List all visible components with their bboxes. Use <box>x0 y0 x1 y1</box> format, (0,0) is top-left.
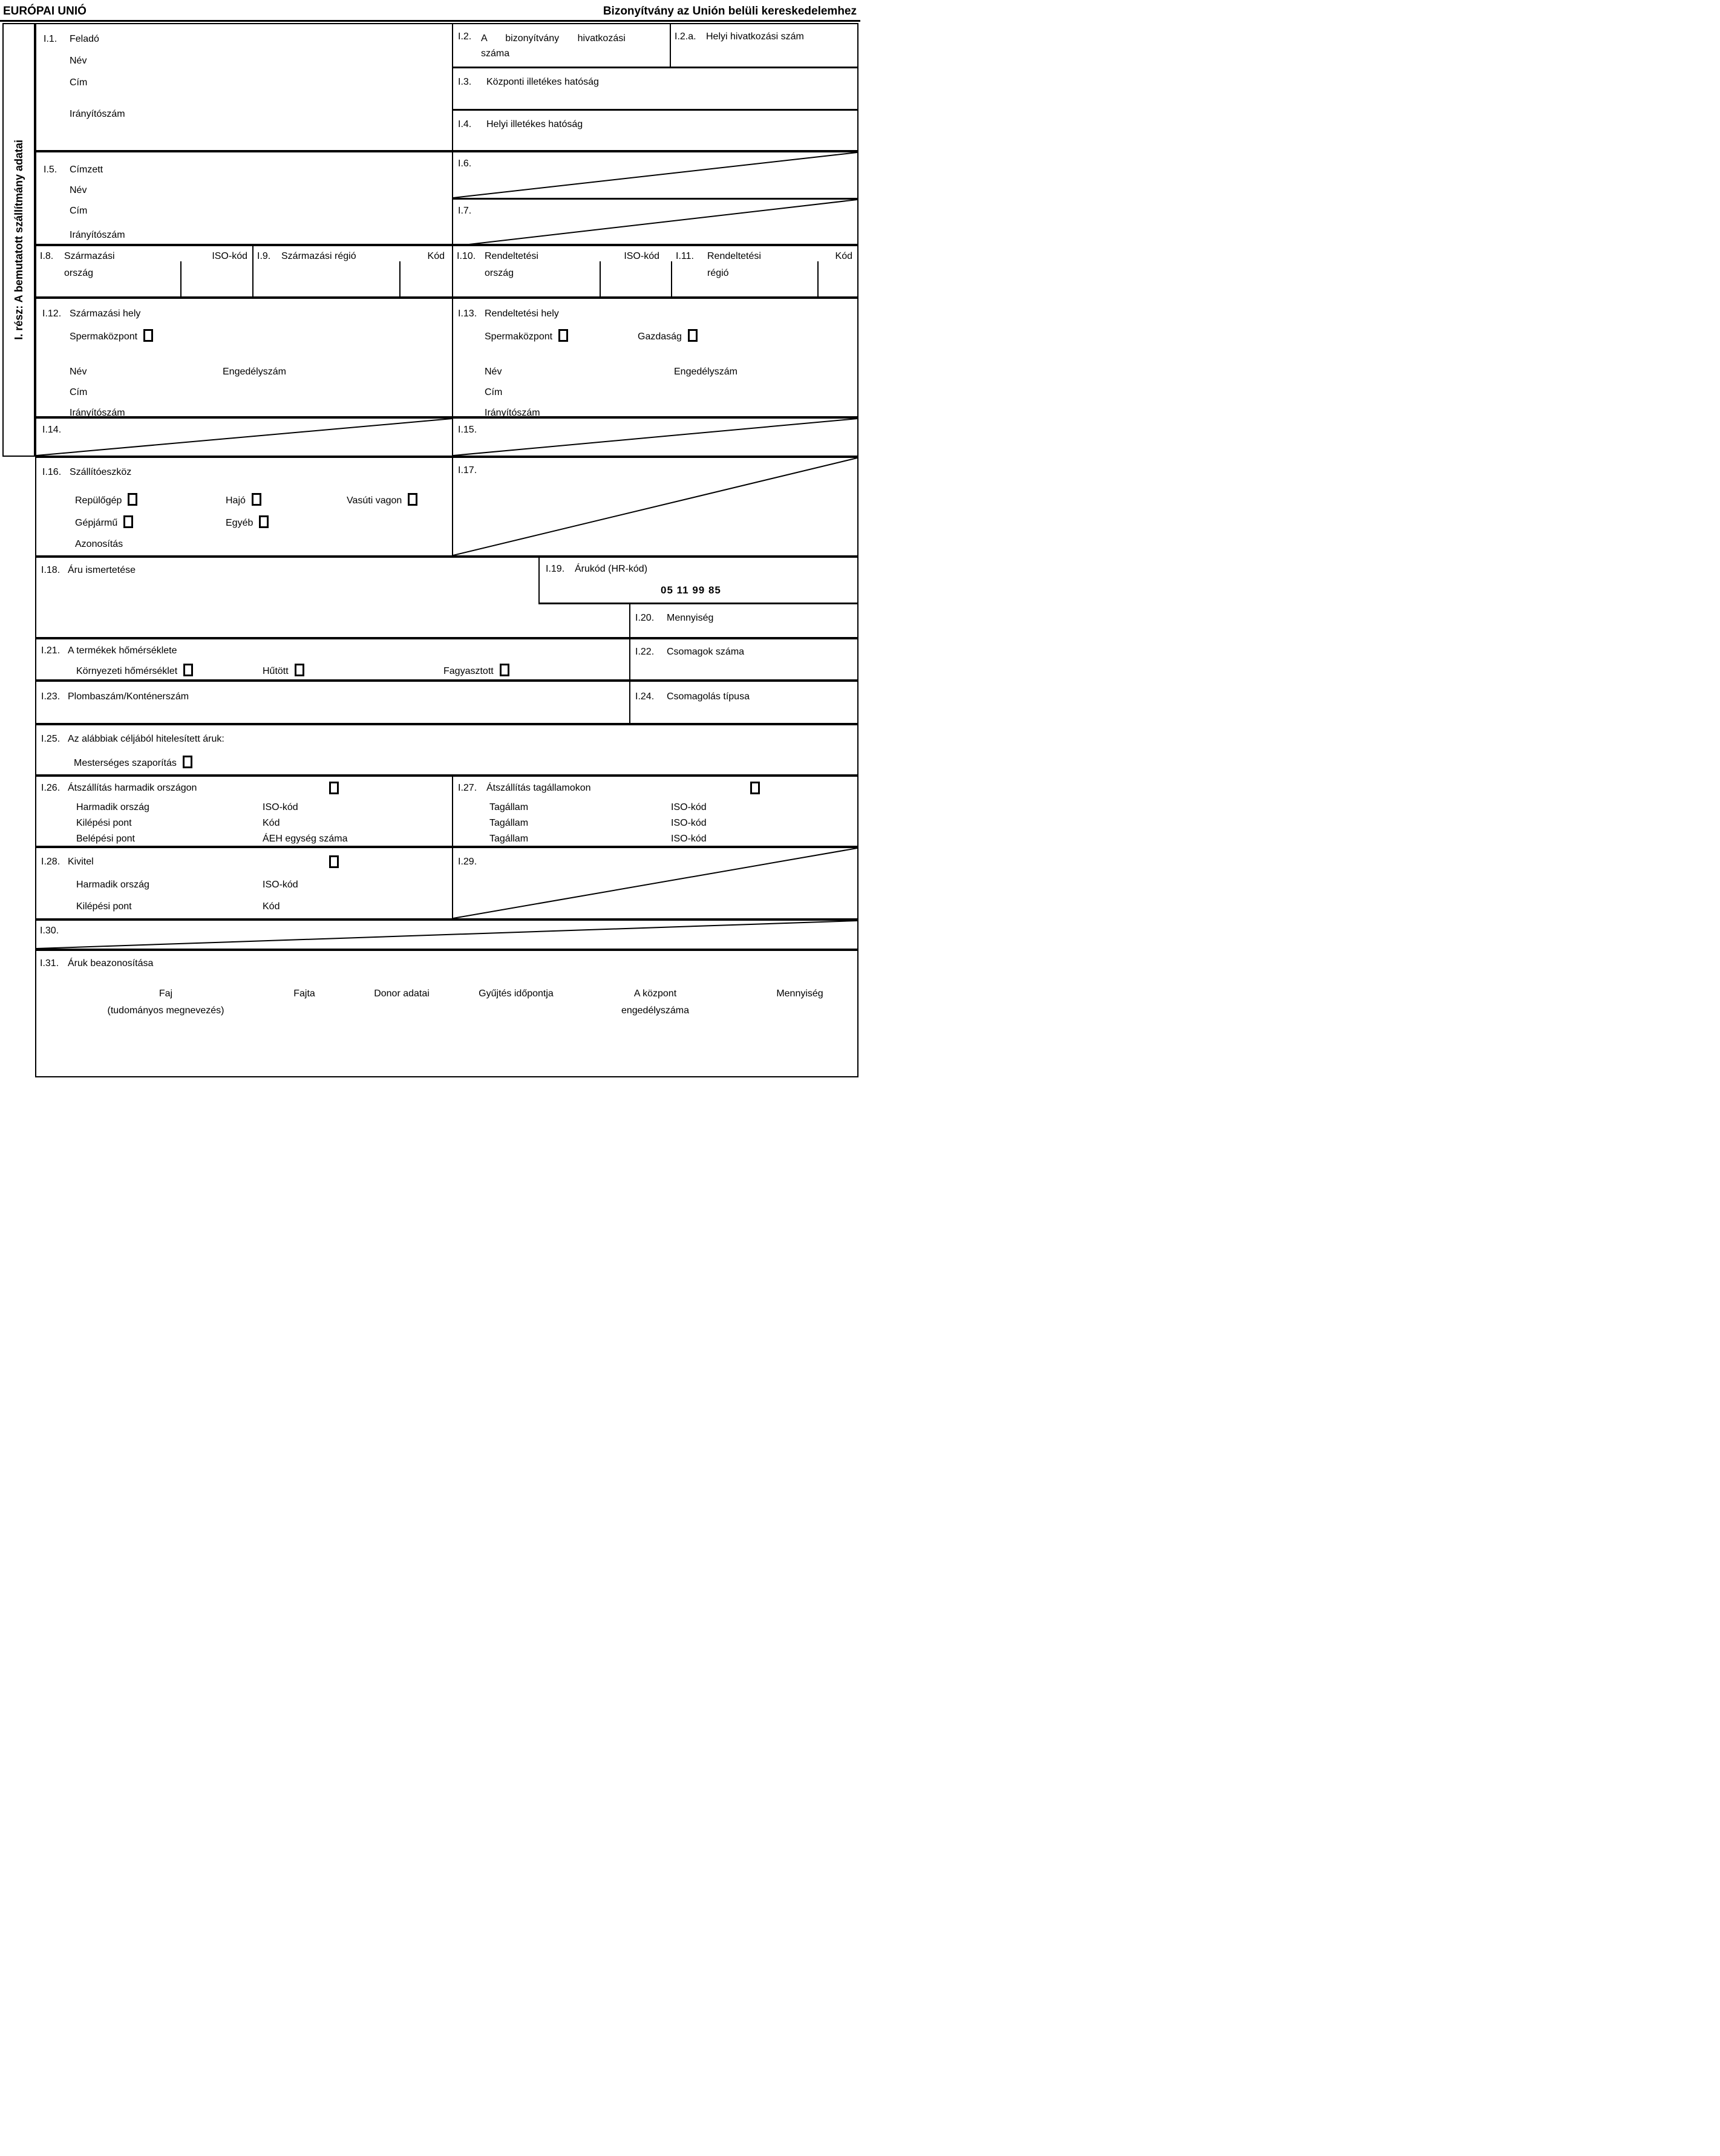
third-country-iso-label: ISO-kód <box>263 802 298 812</box>
row-14 <box>36 951 857 1076</box>
page-title-right: Bizonyítvány az Unión belüli kereskedelemhez <box>603 5 857 18</box>
chilled-label: Hűtött <box>263 666 289 676</box>
field-i24-title: Csomagolás típusa <box>667 691 750 702</box>
col-species-scientific: (tudományos megnevezés) <box>107 1005 224 1016</box>
field-i22-title: Csomagok száma <box>667 647 745 657</box>
crossed-out-line <box>453 419 857 456</box>
aeroplane-label: Repülőgép <box>75 495 122 506</box>
checkbox-ship[interactable] <box>252 493 261 506</box>
field-i13 <box>452 299 857 416</box>
row-8 <box>36 639 857 682</box>
frozen-label: Fagyasztott <box>443 666 494 676</box>
field-i12-name-label: Név <box>70 367 87 377</box>
field-i5-title: Címzett <box>70 165 103 175</box>
col-centre-approval: A központ <box>633 988 677 999</box>
field-i4-title: Helyi illetékes hatóság <box>486 119 583 129</box>
checkbox-artificial-reproduction[interactable] <box>183 756 192 768</box>
field-i9-title: Származási régió <box>281 251 356 261</box>
field-i2a <box>670 24 857 68</box>
field-i11-title2: régió <box>707 268 729 278</box>
field-i24-num: I.24. <box>635 691 655 702</box>
partial-divider <box>671 261 672 296</box>
row-3 <box>36 246 857 299</box>
ship-label: Hajó <box>226 495 246 506</box>
member-state-label: Tagállam <box>489 818 529 828</box>
field-i2a-num: I.2.a. <box>675 31 696 42</box>
field-i8-num: I.8. <box>40 251 54 261</box>
field-i1-name-label: Név <box>70 56 87 66</box>
field-i5-postcode-label: Irányítószám <box>70 230 125 240</box>
field-i20 <box>629 604 857 637</box>
field-i16 <box>36 458 452 555</box>
field-i25-title: Az alábbiak céljából hitelesített áruk: <box>68 734 224 744</box>
field-i12 <box>36 299 452 416</box>
field-i30-num: I.30. <box>40 926 59 936</box>
field-i26 <box>36 777 452 846</box>
row-10 <box>36 725 857 777</box>
field-i24 <box>629 682 857 723</box>
road-vehicle-label: Gépjármű <box>75 518 118 528</box>
temp-frozen <box>443 664 509 677</box>
transport-ship <box>226 493 261 506</box>
artificial-reproduction-label: Mesterséges szaporítás <box>74 758 177 768</box>
member-state-iso-label: ISO-kód <box>671 834 707 844</box>
checkbox-frozen[interactable] <box>500 664 509 676</box>
field-i3-title: Központi illetékes hatóság <box>486 77 599 87</box>
row-11 <box>36 777 857 848</box>
ambient-label: Környezeti hőmérséklet <box>76 666 178 676</box>
field-i20-num: I.20. <box>635 613 655 623</box>
field-i8-title: Származási <box>64 251 115 261</box>
field-i27 <box>452 777 857 846</box>
field-i12-approval-label: Engedélyszám <box>223 367 286 377</box>
field-i11-code-label: Kód <box>835 251 852 261</box>
checkbox-road-vehicle[interactable] <box>123 515 133 528</box>
transport-road <box>75 515 133 529</box>
field-i12-num: I.12. <box>42 309 62 319</box>
field-i9-code-label: Kód <box>427 251 445 261</box>
field-i22-num: I.22. <box>635 647 655 657</box>
field-i5-num: I.5. <box>44 165 57 175</box>
field-i21 <box>36 639 629 679</box>
checkbox-other[interactable] <box>259 515 269 528</box>
semen-centre-label: Spermaközpont <box>485 332 553 342</box>
field-i19 <box>538 558 857 604</box>
field-i17 <box>452 458 857 555</box>
field-i5 <box>36 152 452 244</box>
other-label: Egyéb <box>226 518 253 528</box>
field-i17-num: I.17. <box>458 465 477 475</box>
third-country-label: Harmadik ország <box>76 880 149 890</box>
exit-point-code-label: Kód <box>263 901 280 912</box>
checkbox-chilled[interactable] <box>295 664 304 676</box>
member-state-label: Tagállam <box>489 834 529 844</box>
field-i3 <box>452 68 857 111</box>
field-i16-title: Szállítóeszköz <box>70 467 132 477</box>
field-i2a-title: Helyi hivatkozási szám <box>706 31 804 42</box>
certificate-form-page <box>0 0 860 1078</box>
third-country-iso-label: ISO-kód <box>263 880 298 890</box>
field-i13-postcode-label: Irányítószám <box>485 408 540 418</box>
field-i7-num: I.7. <box>458 206 472 216</box>
field-i13-name-label: Név <box>485 367 502 377</box>
part-one-sidebar <box>2 23 35 457</box>
third-country-label: Harmadik ország <box>76 802 149 812</box>
field-i13-title: Rendeltetési hely <box>485 309 559 319</box>
field-i3-num: I.3. <box>458 77 472 87</box>
row-6 <box>36 458 857 558</box>
col-breed: Fajta <box>293 988 315 999</box>
member-state-iso-label: ISO-kód <box>671 802 707 812</box>
code-tick <box>180 261 181 296</box>
field-i28 <box>36 848 452 918</box>
field-i4 <box>452 111 857 152</box>
field-i12-postcode-label: Irányítószám <box>70 408 125 418</box>
row-12 <box>36 848 857 921</box>
bip-unit-label: ÁEH egység száma <box>263 834 348 844</box>
field-i26-num: I.26. <box>41 783 60 793</box>
entry-point-label: Belépési pont <box>76 834 135 844</box>
member-state-label: Tagállam <box>489 802 529 812</box>
field-i13-approval-label: Engedélyszám <box>674 367 737 377</box>
field-i27-num: I.27. <box>458 783 477 793</box>
checkbox-aeroplane[interactable] <box>128 493 137 506</box>
exit-point-label: Kilépési pont <box>76 901 132 912</box>
row-2 <box>36 152 857 246</box>
field-i12-title: Származási hely <box>70 309 141 319</box>
field-i21-title: A termékek hőmérséklete <box>68 645 177 656</box>
field-i28-num: I.28. <box>41 857 60 867</box>
field-i5-address-label: Cím <box>70 206 88 216</box>
member-state-iso-label: ISO-kód <box>671 818 707 828</box>
field-i18-num: I.18. <box>41 565 60 575</box>
transport-railway <box>347 493 417 506</box>
checkbox-transit-member-states[interactable] <box>750 782 760 794</box>
crossed-out-line <box>453 848 857 918</box>
field-i28-title: Kivitel <box>68 857 94 867</box>
field-i16-num: I.16. <box>42 467 62 477</box>
field-i10-isocode-label: ISO-kód <box>624 251 659 261</box>
checkbox-semen-centre[interactable] <box>558 329 568 342</box>
checkbox-holding[interactable] <box>688 329 698 342</box>
field-i11-title: Rendeltetési <box>707 251 761 261</box>
crossed-out-line <box>36 921 857 949</box>
code-tick <box>399 261 401 296</box>
row-4 <box>36 299 857 419</box>
field-i7 <box>452 200 857 246</box>
col-species: Faj <box>159 988 173 999</box>
field-i11-num: I.11. <box>676 251 694 261</box>
field-i10-title2: ország <box>485 268 514 278</box>
field-i2 <box>452 24 670 68</box>
holding-label: Gazdaság <box>638 332 682 342</box>
field-i10-title: Rendeltetési <box>485 251 538 261</box>
field-i2-num: I.2. <box>458 31 472 42</box>
field-i27-title: Átszállítás tagállamokon <box>486 783 591 793</box>
checkbox-transit-third-country[interactable] <box>329 782 339 794</box>
field-i10-i11 <box>452 246 857 296</box>
checkbox-export[interactable] <box>329 855 339 868</box>
field-i9 <box>252 246 452 296</box>
field-i18-title: Áru ismertetése <box>68 565 136 575</box>
transport-aeroplane <box>75 493 137 506</box>
field-i13-num: I.13. <box>458 309 477 319</box>
field-i14-num: I.14. <box>42 425 62 435</box>
header-rule <box>0 20 860 22</box>
crossed-out-line <box>453 152 857 198</box>
crossed-out-line <box>36 419 452 456</box>
field-i22 <box>629 639 857 679</box>
railway-label: Vasúti vagon <box>347 495 402 506</box>
field-i16-identification-label: Azonosítás <box>75 539 123 549</box>
checkbox-semen-centre[interactable] <box>143 329 153 342</box>
field-i6 <box>452 152 857 200</box>
field-i8-isocode-label: ISO-kód <box>212 251 247 261</box>
field-i29-num: I.29. <box>458 857 477 867</box>
col-centre-approval2: engedélyszáma <box>621 1005 690 1016</box>
row-5 <box>36 419 857 458</box>
sidebar-label: I. rész: A bemutatott szállítmány adatai <box>12 140 25 340</box>
field-i25-num: I.25. <box>41 734 60 744</box>
field-i14 <box>36 419 452 456</box>
field-i19-hs-code: 05 11 99 85 <box>661 584 721 596</box>
field-i9-num: I.9. <box>257 251 271 261</box>
col-donor-identity: Donor adatai <box>374 988 430 999</box>
field-i23-num: I.23. <box>41 691 60 702</box>
field-i13-address-label: Cím <box>485 387 503 397</box>
field-i19-title: Árukód (HR-kód) <box>575 564 648 574</box>
col-collection-date: Gyűjtés időpontja <box>479 988 554 999</box>
field-i2-title: A bizonyítvány hivatkozási száma <box>481 33 626 59</box>
field-i13-semencentre <box>485 329 568 342</box>
code-tick <box>817 261 819 296</box>
row-1 <box>36 24 857 152</box>
field-i26-title: Átszállítás harmadik országon <box>68 783 197 793</box>
field-i1-title: Feladó <box>70 34 99 44</box>
field-i1-address-label: Cím <box>70 77 88 88</box>
row-13 <box>36 921 857 951</box>
field-i12-address-label: Cím <box>70 387 88 397</box>
field-i13-holding <box>638 329 698 342</box>
field-i1-num: I.1. <box>44 34 57 44</box>
field-i31-title: Áruk beazonosítása <box>68 958 154 969</box>
exit-point-label: Kilépési pont <box>76 818 132 828</box>
field-i18 <box>36 558 538 637</box>
field-i15-num: I.15. <box>458 425 477 435</box>
temp-ambient <box>76 664 193 677</box>
col-quantity: Mennyiség <box>776 988 823 999</box>
semen-centre-label: Spermaközpont <box>70 332 138 342</box>
field-i29 <box>452 848 857 918</box>
field-i8 <box>36 246 252 296</box>
field-i23-title: Plombaszám/Konténerszám <box>68 691 189 702</box>
field-i20-title: Mennyiség <box>667 613 714 623</box>
field-i4-num: I.4. <box>458 119 472 129</box>
page-title-left: EURÓPAI UNIÓ <box>3 5 87 18</box>
row-7 <box>36 558 857 639</box>
field-i30 <box>36 921 857 949</box>
field-i5-name-label: Név <box>70 185 87 195</box>
field-i6-num: I.6. <box>458 158 472 169</box>
checkbox-railway[interactable] <box>408 493 417 506</box>
temp-chilled <box>263 664 304 677</box>
field-i12-semencentre <box>70 329 153 342</box>
exit-point-code-label: Kód <box>263 818 280 828</box>
crossed-out-line <box>453 458 857 555</box>
code-tick <box>600 261 601 296</box>
field-i31 <box>36 951 857 1076</box>
transport-other <box>226 515 269 529</box>
artificial-reproduction <box>74 756 192 769</box>
field-i10-num: I.10. <box>457 251 476 261</box>
field-i25 <box>36 725 857 774</box>
row-9 <box>36 682 857 725</box>
crossed-out-line <box>453 200 857 246</box>
field-i23 <box>36 682 629 723</box>
checkbox-ambient[interactable] <box>183 664 193 676</box>
field-i21-num: I.21. <box>41 645 60 656</box>
field-i1-postcode-label: Irányítószám <box>70 109 125 119</box>
field-i15 <box>452 419 857 456</box>
field-i31-num: I.31. <box>40 958 59 969</box>
field-i19-num: I.19. <box>546 564 565 574</box>
field-i8-title2: ország <box>64 268 94 278</box>
field-i1 <box>36 24 452 150</box>
certificate-table <box>35 23 858 1077</box>
